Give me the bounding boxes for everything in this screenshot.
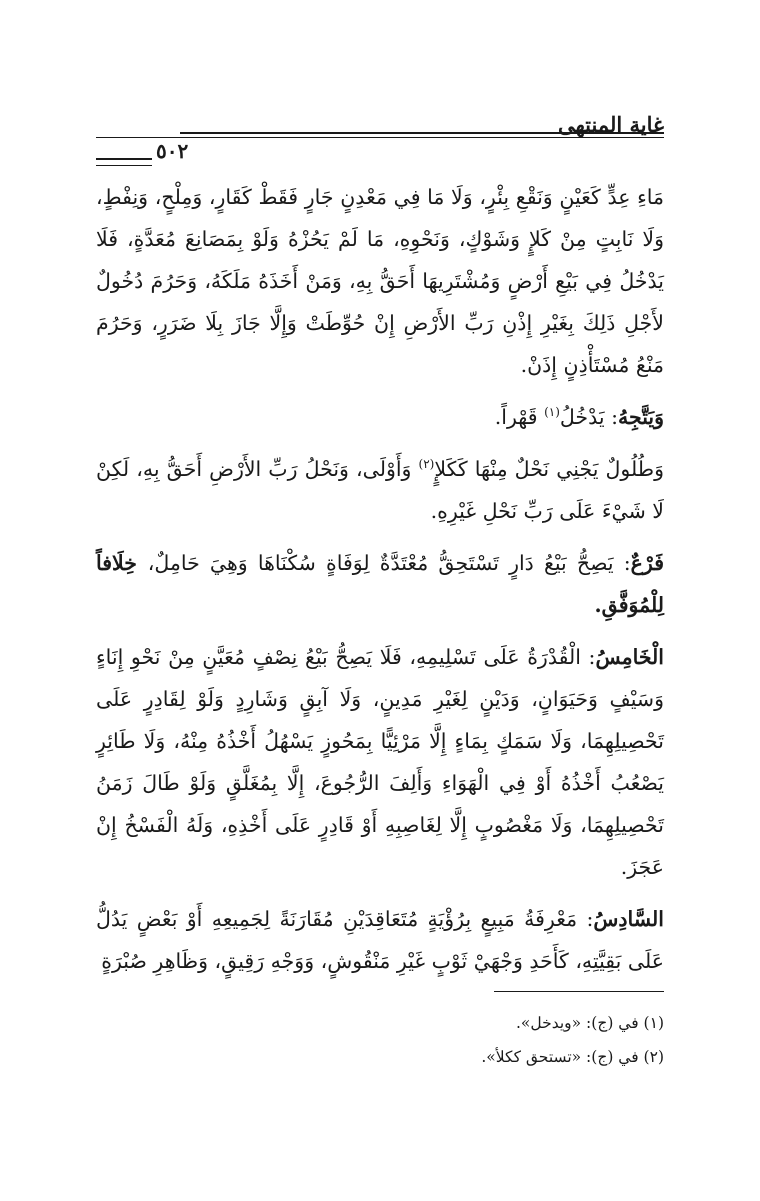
footnote-1: (١) في (ج): «ويدخل». [515, 1014, 664, 1032]
paragraph-text: : الْقُدْرَةُ عَلَى تَسْلِيمِهِ، فَلَا يَصِحُّ بَيْعُ نِصْفٍ مُعَيَّنٍ مِنْ نَحْوِ إِنَاءٍ وَسَيْفٍ وَحَيَوَانٍ، وَدَيْنٍ لِغَيْرِ مَدِينٍ، وَلَا آبِقٍ وَشَارِدٍ وَلَوْ لِقَادِرٍ عَلَى تَحْصِيلِهِمَا، وَلَا سَمَكٍ بِمَاءٍ إِلَّا مَرْئِيًّا بِمَحُوزٍ يَسْهُلُ أَخْذُهُ مِنْهُ، وَلَا طَائِرٍ يَصْعُبُ أَخْذُهُ أَوْ فِي الْهَوَاءِ وَأَلِفَ الرُّجُوعَ، إِلَّا بِمُغَلَّقٍ وَلَوْ طَالَ زَمَنُ تَحْصِيلِهِمَا، وَلَا مَغْصُوبٍ إِلَّا لِغَاصِبِهِ أَوْ قَادِرٍ عَلَى أَخْذِهِ، وَلَهُ الْفَسْخُ إِنْ عَجَزَ. [96, 645, 664, 879]
page-number-rule [96, 158, 152, 160]
footnote-ref-1[interactable]: (١) [544, 405, 560, 420]
footnote-ref-2[interactable]: (٢) [418, 457, 435, 472]
paragraph-label: وَيَتَّجِهُ [617, 405, 664, 429]
paragraph-5 [96, 636, 664, 888]
paragraph-text: وَأَوْلَى، وَنَحْلُ رَبِّ الأَرْضِ أَحَقُّ بِهِ، لَكِنْ لَا شَيْءَ عَلَى رَبِّ نَحْلِ غَيْرِهِ. [96, 457, 664, 523]
page-number-rule-thin [96, 165, 152, 166]
paragraph-4 [96, 542, 664, 626]
paragraph-text: قَهْراً. [494, 405, 545, 429]
paragraph-label: فَرْعٌ [630, 551, 664, 575]
paragraph-6 [96, 898, 664, 982]
bold-phrase: خِلَافاً لِلْمُوَفَّقِ. [96, 551, 664, 617]
paragraph-label: الْخَامِسُ [595, 645, 664, 669]
paragraph-text: وَطُلُولٌ يَجْنِي نَحْلٌ مِنْهَا كَكَلإٍ [434, 457, 664, 481]
page-number: ٥٠٢ [156, 139, 189, 163]
footnote-separator [494, 991, 664, 992]
paragraph-3 [96, 448, 664, 532]
paragraph-1: مَاءِ عِدٍّ كَعَيْنٍ وَنَقْعِ بِئْرٍ، وَلَا مَا فِي مَعْدِنٍ جَارٍ فَقَطْ كَقَارٍ، وَمِلْحٍ، وَنِفْطٍ، وَلَا نَابِتٍ مِنْ كَلإٍ وَشَوْكٍ، وَنَحْوِهِ، مَا لَمْ يَحُزْهُ وَلَوْ بِمَصَانِعَ مُعَدَّةٍ، فَلَا يَدْخُلُ فِي بَيْعِ أَرْضٍ وَمُشْتَرِيهَا أَحَقُّ بِهِ، وَمَنْ أَخَذَهُ مَلَكَهُ، وَحَرُمَ دُخُولٌ لأَجْلِ ذَلِكَ بِغَيْرِ إِذْنِ رَبِّ الأَرْضِ إِنْ حُوِّطَتْ وَإِلَّا جَازَ بِلَا ضَرَرٍ، وَحَرُمَ مَنْعُ مُسْتَأْذِنٍ إِذَنْ. [96, 185, 664, 377]
book-title: غاية المنتهى [557, 112, 664, 137]
main-text [96, 176, 664, 982]
paragraph-2 [96, 396, 664, 438]
header-rule [180, 132, 664, 134]
header-rule-thin [96, 137, 664, 138]
footnote-2: (٢) في (ج): «تستحق ككلأ». [481, 1048, 664, 1066]
footnotes [96, 1006, 664, 1074]
paragraph-text: : مَعْرِفَةُ مَبِيعٍ بِرُؤْيَةٍ مُتَعَاقِدَيْنِ مُقَارَنَةً لِجَمِيعِهِ أَوْ بَعْضٍ يَدُلُّ عَلَى بَقِيَّتِهِ، كَأَحَدِ وَجْهَيْ ثَوْبٍ غَيْرِ مَنْقُوشٍ، وَوَجْهِ رَقِيقٍ، وَظَاهِرِ صُبْرَةٍ [96, 907, 664, 973]
paragraph-text: : يَصِحُّ بَيْعُ دَارٍ تَسْتَحِقُّ مُعْتَدَّةٌ لِوَفَاةٍ سُكْنَاهَا وَهِيَ حَامِلٌ، [147, 551, 631, 575]
paragraph-label: السَّادِسُ [593, 907, 664, 931]
paragraph-text: : يَدْخُلُ [559, 405, 618, 429]
book-page [96, 0, 664, 1201]
